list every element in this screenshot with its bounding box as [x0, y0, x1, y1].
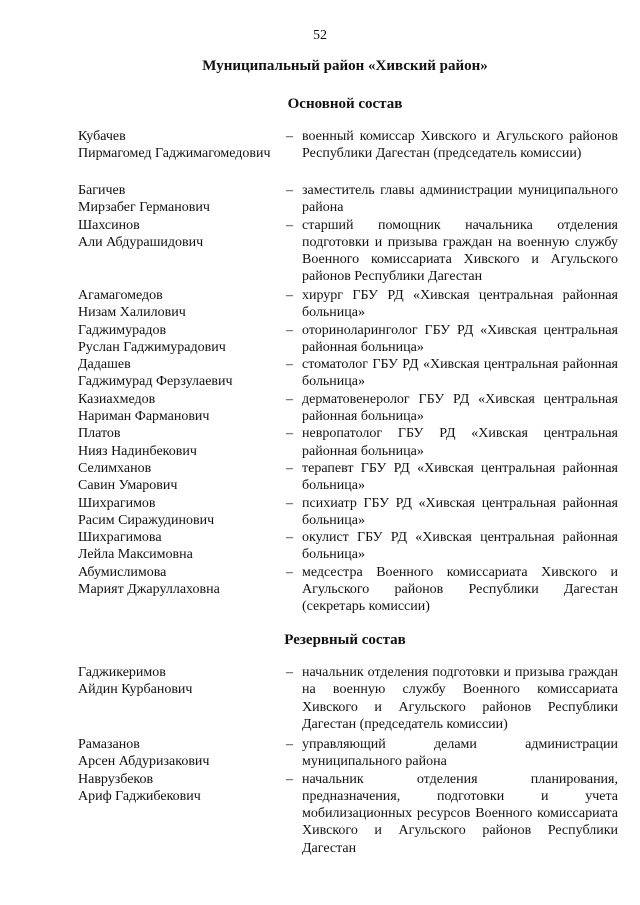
position-list: [282, 182, 618, 286]
person-surname: Дадашев: [78, 357, 131, 373]
position-entry: – военный комиссар Хивского и Агульского районов Республики Дагестан (председатель комиссии): [286, 129, 618, 162]
position-text: психиатр ГБУ РД «Хивская центральная районная больница»: [302, 495, 618, 528]
main-group-1: [78, 128, 618, 163]
reserve-group-2: [78, 736, 618, 857]
position-entry: – дерматовенеролог ГБУ РД «Хивская центральная районная больница»: [286, 391, 618, 425]
position-text: заместитель главы администрации муниципального района: [302, 183, 618, 216]
person-surname: Селимханов: [78, 460, 152, 476]
person-given-name: Мирзабег Германович: [78, 200, 210, 216]
position-text: военный комиссар Хивского и Агульского районов Республики Дагестан (председатель комиссии): [302, 129, 618, 162]
position-entry: – начальник отделения планирования, предназначения, подготовки и учета мобилизационных ресурсов Военного комиссариата Хивского и Агульского районов Республики Дагестан: [286, 771, 618, 856]
position-entry: – заместитель главы администрации муниципального района: [286, 183, 618, 216]
position-entry: – оториноларинголог ГБУ РД «Хивская центральная районная больница»: [286, 322, 618, 355]
person-surname: Шихрагимова: [78, 530, 162, 546]
position-entry: – медсестра Военного комиссариата Хивского и Агульского районов Республики Дагестан (секретарь комиссии): [286, 564, 618, 615]
person-given-name: Ариф Гаджибекович: [78, 788, 201, 804]
person-given-name: Расим Сиражудинович: [78, 512, 215, 528]
position-entry: – управляющий делами администрации муниципального района: [286, 737, 618, 770]
person-given-name: Айдин Курбанович: [78, 682, 193, 698]
person-surname: Казиахмедов: [78, 391, 156, 407]
position-entry: – хирург ГБУ РД «Хивская центральная районная больница»: [286, 288, 618, 321]
position-entry: – начальник отделения подготовки и призыва граждан на военную службу Военного комиссариата Хивского и Агульского районов Республики Дагестан (председатель комиссии): [286, 665, 618, 732]
position-list: [282, 664, 618, 733]
person-surname: Рамазанов: [78, 737, 140, 752]
person-given-name: Арсен Абдуризакович: [78, 754, 210, 770]
position-text: терапевт ГБУ РД «Хивская центральная районная больница»: [302, 460, 618, 494]
person-surname: Шахсинов: [78, 217, 140, 233]
main-group-3: [78, 287, 618, 616]
person-surname: Кубачев: [78, 129, 126, 144]
name-list: [78, 287, 282, 616]
position-text: хирург ГБУ РД «Хивская центральная районная больница»: [302, 288, 618, 321]
name-list: [78, 736, 282, 857]
name-list: [78, 128, 282, 163]
position-text: стоматолог ГБУ РД «Хивская центральная районная больница»: [302, 357, 618, 390]
reserve-section-heading: Резервный состав: [284, 632, 406, 648]
name-list: [78, 182, 282, 286]
position-text: управляющий делами администрации муниципального района: [302, 737, 618, 770]
position-list: [282, 736, 618, 857]
person-given-name: Али Абдурашидович: [78, 234, 204, 250]
person-surname: Платов: [78, 426, 121, 442]
main-section-heading: Основной состав: [287, 96, 403, 112]
position-text: начальник отделения планирования, предназначения, подготовки и учета мобилизационных ресурсов Военного комиссариата Хивского и Агульского районов Республики Дагестан: [302, 771, 618, 856]
position-entry: – психиатр ГБУ РД «Хивская центральная районная больница»: [286, 495, 618, 528]
position-text: начальник отделения подготовки и призыва граждан на военную службу Военного комиссариата Хивского и Агульского районов Республики Дагестан (председатель комиссии): [302, 665, 618, 732]
person-surname: Абумислимова: [78, 564, 167, 580]
position-entry: – терапевт ГБУ РД «Хивская центральная районная больница»: [286, 460, 618, 494]
position-list: [282, 128, 618, 163]
person-surname: Багичев: [78, 183, 126, 198]
position-text: медсестра Военного комиссариата Хивского и Агульского районов Республики Дагестан (секретарь комиссии): [302, 564, 618, 615]
position-entry: – окулист ГБУ РД «Хивская центральная районная больница»: [286, 530, 618, 563]
position-text: невропатолог ГБУ РД «Хивская центральная районная больница»: [302, 426, 618, 459]
position-entry: – невропатолог ГБУ РД «Хивская центральная районная больница»: [286, 426, 618, 459]
document-title: Муниципальный район «Хивский район»: [202, 58, 488, 74]
person-given-name: Лейла Максимовна: [78, 547, 193, 563]
person-given-name: Нияз Надинбекович: [78, 443, 197, 459]
person-given-name: Гаджимурад Ферзулаевич: [78, 374, 233, 390]
reserve-group-1: [78, 664, 618, 733]
person-surname: Гаджикеримов: [78, 665, 166, 680]
name-list: [78, 664, 282, 733]
position-entry: – стоматолог ГБУ РД «Хивская центральная районная больница»: [286, 357, 618, 390]
position-text: окулист ГБУ РД «Хивская центральная районная больница»: [302, 530, 618, 563]
person-given-name: Нариман Фарманович: [78, 409, 210, 425]
main-group-2: [78, 182, 618, 286]
position-list: [282, 287, 618, 616]
person-surname: Шихрагимов: [78, 495, 156, 511]
person-given-name: Пирмагомед Гаджимагомедович: [78, 146, 271, 162]
position-entry: – старший помощник начальника отделения подготовки и призыва граждан на военную службу Военного комиссариата Хивского и Агульского районов Республики Дагестан: [286, 217, 618, 285]
position-text: старший помощник начальника отделения подготовки и призыва граждан на военную службу Военного комиссариата Хивского и Агульского районов Республики Дагестан: [302, 217, 618, 285]
person-given-name: Савин Умарович: [78, 478, 178, 494]
person-given-name: Низам Халилович: [78, 305, 186, 321]
person-surname: Наврузбеков: [78, 771, 154, 787]
person-surname: Агамагомедов: [78, 288, 163, 303]
position-text: дерматовенеролог ГБУ РД «Хивская центральная районная больница»: [302, 391, 618, 425]
position-text: оториноларинголог ГБУ РД «Хивская центральная районная больница»: [302, 322, 618, 355]
person-given-name: Марият Джаруллаховна: [78, 582, 220, 598]
page-number: 52: [313, 28, 327, 43]
person-surname: Гаджимурадов: [78, 322, 167, 338]
person-given-name: Руслан Гаджимурадович: [78, 339, 226, 355]
